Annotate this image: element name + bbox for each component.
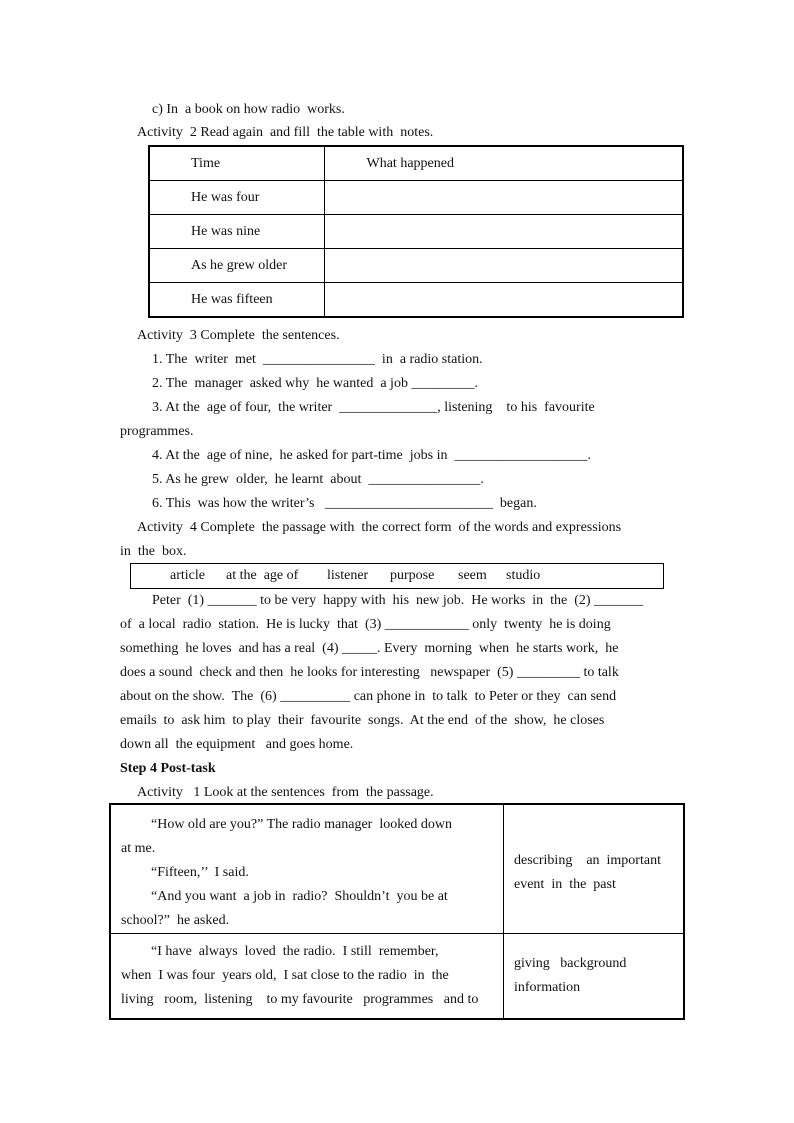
passage-line: down all the equipment and goes home. [120, 737, 354, 752]
passage-line: about on the show. The (6) __________ can phone in to talk to Peter or they can send [120, 689, 617, 704]
table-header-row [149, 146, 683, 181]
excerpt-cell [110, 934, 504, 1020]
sentence-5: 5. As he grew older, he learnt about ________________. [152, 472, 484, 487]
excerpt-line: school?” he asked. [121, 913, 230, 928]
passage-line: of a local radio station. He is lucky that (3) ____________ only twenty he is doing [120, 617, 611, 632]
table-row [149, 215, 683, 249]
activity2-heading: Activity 2 Read again and fill the table with notes. [137, 125, 434, 140]
time-cell: He was fifteen [149, 283, 324, 318]
answer-cell[interactable] [324, 283, 683, 318]
word-box-item: purpose [390, 568, 435, 583]
passage-line: emails to ask him to play their favourite songs. At the end of the show, he closes [120, 713, 605, 728]
word-box-item: listener [327, 568, 369, 583]
purpose-line: describing an important [514, 853, 661, 868]
word-box-item: at the age of [226, 568, 299, 583]
sentence-purpose-table [109, 803, 685, 1020]
header-what-happened: What happened [324, 146, 683, 181]
sentence-3: 3. At the age of four, the writer ______________, listening to his favourite [152, 400, 595, 415]
excerpt-line: “I have always loved the radio. I still remember, [151, 944, 439, 959]
excerpt-line: when I was four years old, I sat close to the radio in the [121, 968, 449, 983]
post-activity1-heading: Activity 1 Look at the sentences from the passage. [137, 785, 434, 800]
excerpt-line: “And you want a job in radio? Shouldn’t you be at [151, 889, 448, 904]
excerpt-cell [110, 804, 504, 934]
activity3-heading: Activity 3 Complete the sentences. [137, 328, 340, 343]
sentence-3-continued: programmes. [120, 424, 194, 439]
sentence-4: 4. At the age of nine, he asked for part-time jobs in ___________________. [152, 448, 591, 463]
answer-cell[interactable] [324, 215, 683, 249]
table-row [110, 934, 684, 1020]
sentence-2: 2. The manager asked why he wanted a job _________. [152, 376, 478, 391]
word-box-item: studio [506, 568, 541, 583]
passage-line: does a sound check and then he looks for interesting newspaper (5) _________ to talk [120, 665, 619, 680]
notes-table [148, 145, 684, 318]
time-cell: He was nine [149, 215, 324, 249]
excerpt-line: at me. [121, 841, 156, 856]
passage-line: something he loves and has a real (4) _____. Every morning when he starts work, he [120, 641, 619, 656]
activity4-heading-continued: in the box. [120, 544, 187, 559]
table-row [149, 249, 683, 283]
purpose-line: giving background [514, 956, 627, 971]
word-box [130, 563, 664, 589]
header-time: Time [149, 146, 324, 181]
table-row [149, 283, 683, 318]
activity4-heading: Activity 4 Complete the passage with the correct form of the words and expressions [137, 520, 622, 535]
option-c-line: c) In a book on how radio works. [152, 102, 345, 117]
sentence-1: 1. The writer met ________________ in a radio station. [152, 352, 483, 367]
table-row [149, 181, 683, 215]
answer-cell[interactable] [324, 181, 683, 215]
step4-heading: Step 4 Post-task [120, 761, 216, 776]
sentence-6: 6. This was how the writer’s ________________________ began. [152, 496, 537, 511]
word-box-item: article [170, 568, 205, 583]
answer-cell[interactable] [324, 249, 683, 283]
time-cell: He was four [149, 181, 324, 215]
excerpt-line: “How old are you?” The radio manager looked down [151, 817, 453, 832]
excerpt-line: “Fifteen,’’ I said. [151, 865, 249, 880]
purpose-line: event in the past [514, 877, 616, 892]
table-row [110, 804, 684, 934]
passage-line: Peter (1) _______ to be very happy with his new job. He works in the (2) _______ [152, 593, 644, 608]
excerpt-line: living room, listening to my favourite programmes and to [121, 992, 479, 1007]
time-cell: As he grew older [149, 249, 324, 283]
purpose-cell [504, 804, 685, 934]
purpose-line: information [514, 980, 581, 995]
word-box-item: seem [458, 568, 487, 583]
purpose-cell [504, 934, 685, 1020]
